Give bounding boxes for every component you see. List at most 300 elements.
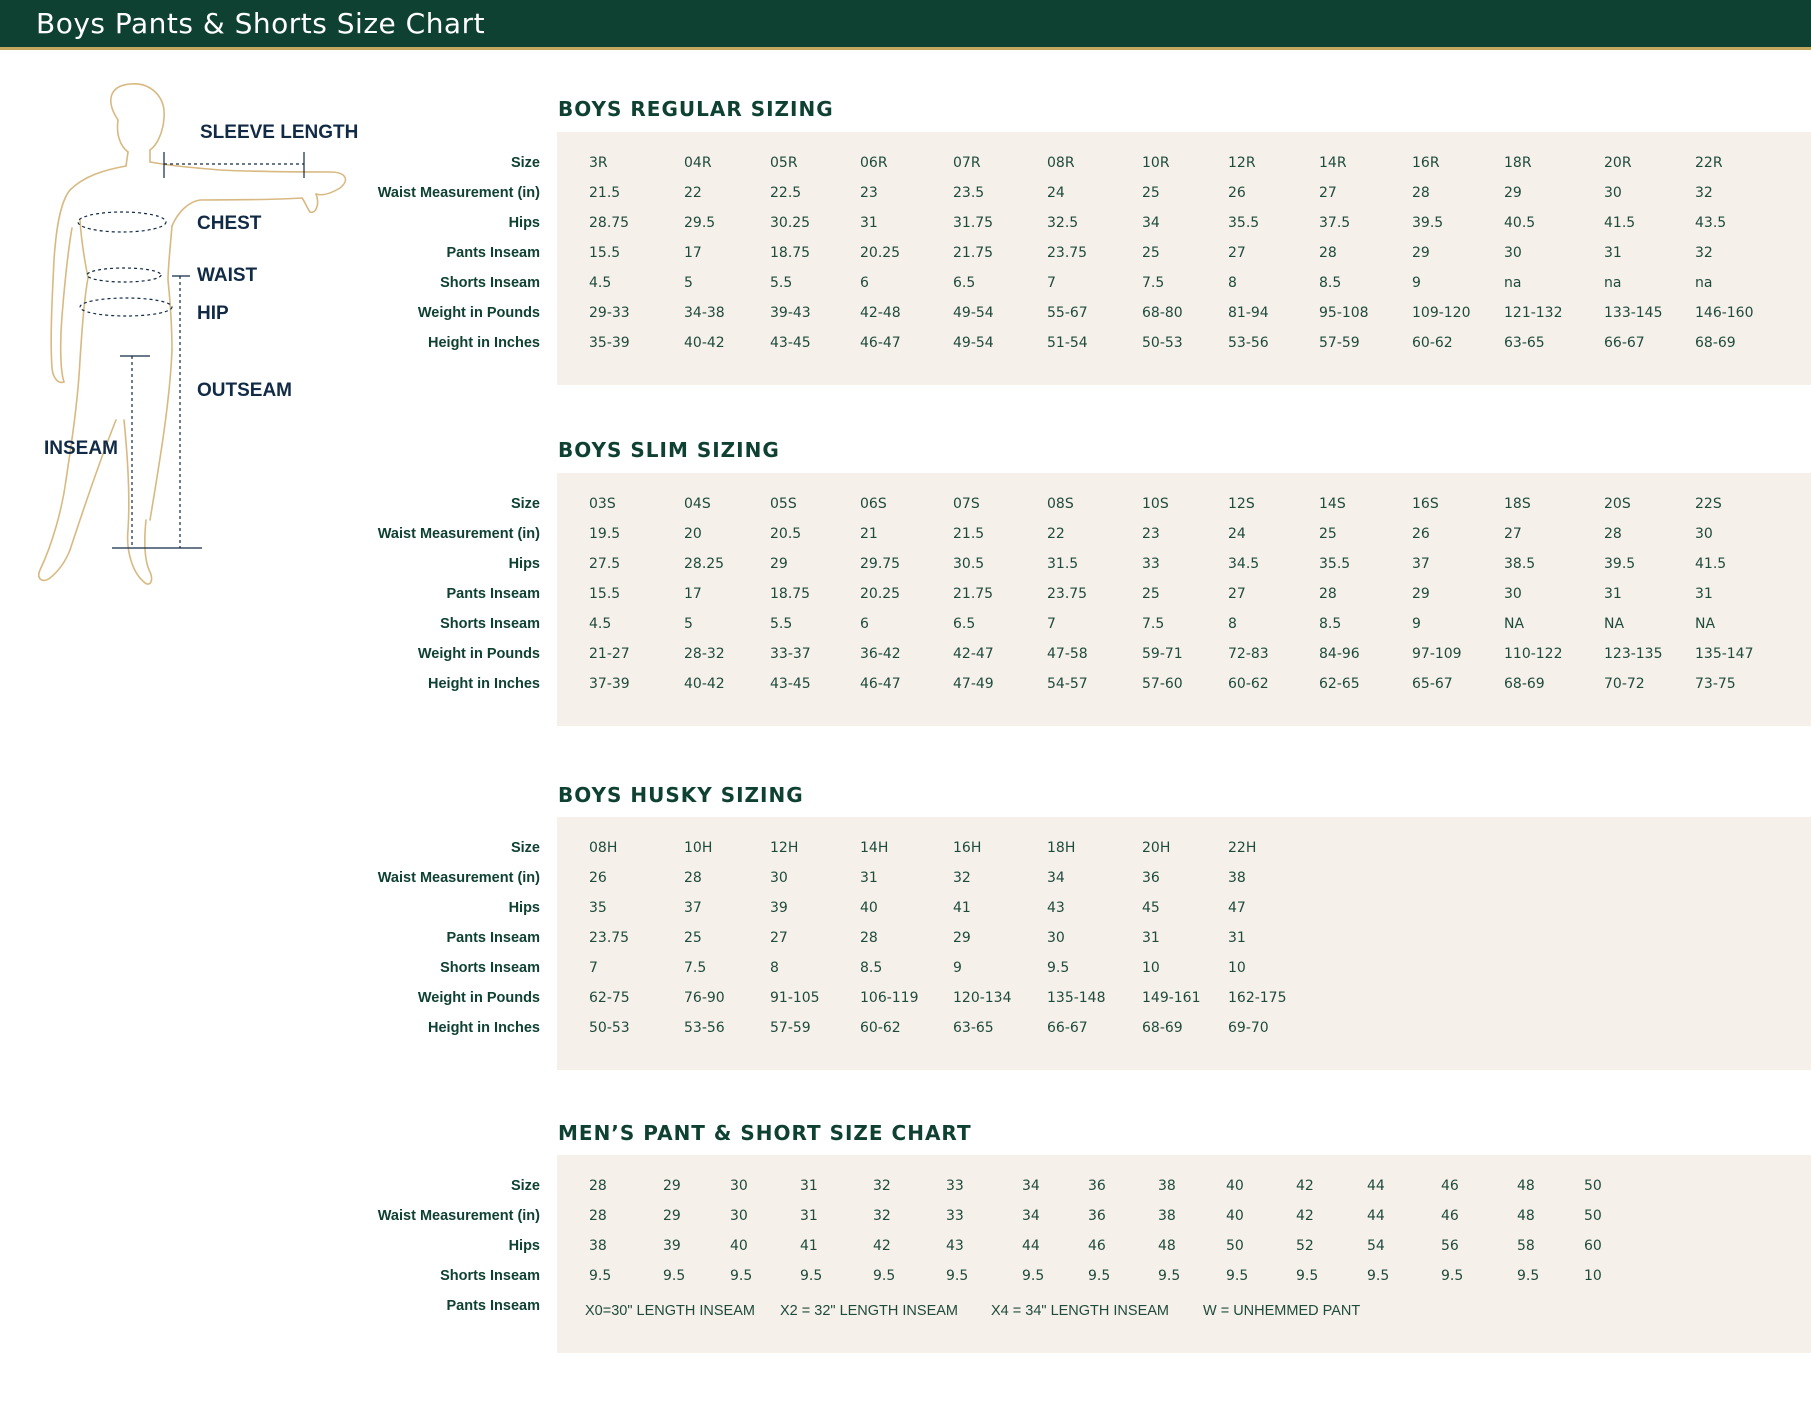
table-cell: 39-43 bbox=[770, 305, 811, 321]
table-cell: 26 bbox=[1228, 185, 1246, 201]
row-label: Size bbox=[510, 496, 540, 512]
table-cell: 41 bbox=[953, 900, 971, 916]
table-cell: 9.5 bbox=[873, 1268, 896, 1284]
table-cell: 16R bbox=[1412, 155, 1440, 171]
table-cell: 32 bbox=[1695, 185, 1713, 201]
table-cell: 29 bbox=[1504, 185, 1522, 201]
table-cell: 38 bbox=[1158, 1208, 1176, 1224]
row-label: Waist Measurement (in) bbox=[377, 185, 540, 201]
table-cell: 31 bbox=[860, 870, 878, 886]
table-cell: 40 bbox=[1226, 1178, 1244, 1194]
table-cell: 40 bbox=[860, 900, 878, 916]
table-cell: 43.5 bbox=[1695, 215, 1727, 231]
table-cell: 42 bbox=[1296, 1178, 1314, 1194]
table-cell: 35.5 bbox=[1319, 556, 1351, 572]
table-cell: 18.75 bbox=[770, 586, 811, 602]
table-cell: 31 bbox=[800, 1208, 818, 1224]
section-title-boys-slim: BOYS SLIM SIZING bbox=[558, 438, 780, 462]
table-cell: 46 bbox=[1441, 1178, 1459, 1194]
row-label: Hips bbox=[508, 900, 540, 916]
table-cell: 5 bbox=[684, 275, 693, 291]
table-cell: 08S bbox=[1047, 496, 1074, 512]
table-cell: 31 bbox=[1695, 586, 1713, 602]
table-cell: 42-48 bbox=[860, 305, 901, 321]
table-cell: 97-109 bbox=[1412, 646, 1462, 662]
table-cell: 10 bbox=[1584, 1268, 1602, 1284]
table-cell: 30 bbox=[770, 870, 788, 886]
table-cell: 36 bbox=[1142, 870, 1160, 886]
row-label: Height in Inches bbox=[428, 335, 540, 351]
page-header bbox=[0, 0, 1811, 50]
table-cell: 34.5 bbox=[1228, 556, 1260, 572]
row-label: Height in Inches bbox=[428, 676, 540, 692]
table-cell: 7.5 bbox=[684, 960, 707, 976]
table-cell: 16S bbox=[1412, 496, 1439, 512]
label-hip: HIP bbox=[197, 303, 229, 324]
table-cell: 34 bbox=[1047, 870, 1065, 886]
table-cell: 39 bbox=[663, 1238, 681, 1254]
table-cell: 4.5 bbox=[589, 275, 612, 291]
table-cell: 21.75 bbox=[953, 586, 994, 602]
table-cell: 46 bbox=[1441, 1208, 1459, 1224]
table-cell: 49-54 bbox=[953, 305, 994, 321]
table-cell: 37-39 bbox=[589, 676, 630, 692]
table-cell: 58 bbox=[1517, 1238, 1535, 1254]
table-cell: 120-134 bbox=[953, 990, 1012, 1006]
table-cell: 30 bbox=[730, 1178, 748, 1194]
table-cell: 47-58 bbox=[1047, 646, 1088, 662]
table-cell: 21.5 bbox=[589, 185, 621, 201]
table-cell: 8.5 bbox=[860, 960, 883, 976]
table-cell: 51-54 bbox=[1047, 335, 1088, 351]
table-cell: 69-70 bbox=[1228, 1020, 1269, 1036]
table-cell: 44 bbox=[1367, 1208, 1385, 1224]
row-label: Waist Measurement (in) bbox=[377, 1208, 540, 1224]
table-cell: 6.5 bbox=[953, 616, 976, 632]
table-cell: NA bbox=[1504, 616, 1525, 632]
table-cell: 43 bbox=[946, 1238, 964, 1254]
table-cell: 8 bbox=[770, 960, 779, 976]
table-cell: 38 bbox=[589, 1238, 607, 1254]
table-cell: 44 bbox=[1367, 1178, 1385, 1194]
table-cell: 40-42 bbox=[684, 335, 725, 351]
table-cell: 31 bbox=[1228, 930, 1246, 946]
table-cell: 57-60 bbox=[1142, 676, 1183, 692]
table-cell: 81-94 bbox=[1228, 305, 1269, 321]
table-cell: 91-105 bbox=[770, 990, 820, 1006]
table-cell: 68-69 bbox=[1504, 676, 1545, 692]
table-panel-boys-husky bbox=[557, 817, 1811, 1070]
table-cell: NA bbox=[1604, 616, 1625, 632]
table-cell: 9.5 bbox=[1226, 1268, 1249, 1284]
table-cell: 25 bbox=[1319, 526, 1337, 542]
table-cell: 9.5 bbox=[1158, 1268, 1181, 1284]
table-cell: 24 bbox=[1228, 526, 1246, 542]
table-cell: 29 bbox=[663, 1178, 681, 1194]
inseam-note: X0=30" LENGTH INSEAM bbox=[585, 1303, 755, 1319]
table-cell: 40-42 bbox=[684, 676, 725, 692]
table-cell: 16H bbox=[953, 840, 982, 856]
table-cell: 68-69 bbox=[1142, 1020, 1183, 1036]
section-title-boys-husky: BOYS HUSKY SIZING bbox=[558, 783, 804, 807]
table-cell: 22S bbox=[1695, 496, 1722, 512]
table-cell: 18H bbox=[1047, 840, 1076, 856]
table-cell: 32.5 bbox=[1047, 215, 1079, 231]
row-label: Size bbox=[510, 840, 540, 856]
row-label: Weight in Pounds bbox=[417, 646, 540, 662]
table-cell: 10R bbox=[1142, 155, 1170, 171]
table-cell: 54 bbox=[1367, 1238, 1385, 1254]
table-cell: 76-90 bbox=[684, 990, 725, 1006]
table-cell: 04R bbox=[684, 155, 712, 171]
table-cell: 22 bbox=[684, 185, 702, 201]
table-cell: 23.75 bbox=[1047, 586, 1088, 602]
table-cell: 41.5 bbox=[1604, 215, 1636, 231]
table-cell: 146-160 bbox=[1695, 305, 1754, 321]
table-cell: 14S bbox=[1319, 496, 1346, 512]
row-label: Waist Measurement (in) bbox=[377, 870, 540, 886]
table-cell: 52 bbox=[1296, 1238, 1314, 1254]
page-title: Boys Pants & Shorts Size Chart bbox=[36, 7, 486, 40]
table-cell: 10 bbox=[1228, 960, 1246, 976]
row-label: Shorts Inseam bbox=[440, 275, 540, 291]
table-cell: 29 bbox=[1412, 245, 1430, 261]
table-cell: 42 bbox=[1296, 1208, 1314, 1224]
table-cell: 43 bbox=[1047, 900, 1065, 916]
table-cell: na bbox=[1504, 275, 1522, 291]
table-cell: 08H bbox=[589, 840, 618, 856]
table-cell: 23.75 bbox=[589, 930, 630, 946]
table-cell: 7 bbox=[1047, 616, 1056, 632]
table-cell: 32 bbox=[1695, 245, 1713, 261]
table-cell: 28-32 bbox=[684, 646, 725, 662]
table-cell: 30 bbox=[1504, 586, 1522, 602]
table-cell: 9.5 bbox=[663, 1268, 686, 1284]
table-cell: 62-65 bbox=[1319, 676, 1360, 692]
table-cell: 57-59 bbox=[770, 1020, 811, 1036]
table-cell: 42-47 bbox=[953, 646, 994, 662]
table-cell: 07S bbox=[953, 496, 980, 512]
table-cell: 53-56 bbox=[684, 1020, 725, 1036]
table-cell: 46-47 bbox=[860, 335, 901, 351]
row-label: Hips bbox=[508, 1238, 540, 1254]
table-cell: 28 bbox=[1604, 526, 1622, 542]
table-cell: 6.5 bbox=[953, 275, 976, 291]
section-title-mens: MEN’S PANT & SHORT SIZE CHART bbox=[558, 1121, 972, 1145]
table-cell: 14H bbox=[860, 840, 889, 856]
table-cell: 34 bbox=[1022, 1178, 1040, 1194]
table-cell: 7 bbox=[589, 960, 598, 976]
table-cell: 31.5 bbox=[1047, 556, 1079, 572]
table-cell: 38.5 bbox=[1504, 556, 1536, 572]
table-cell: 29 bbox=[953, 930, 971, 946]
table-cell: 133-145 bbox=[1604, 305, 1663, 321]
table-cell: 29 bbox=[663, 1208, 681, 1224]
inseam-note: X4 = 34" LENGTH INSEAM bbox=[991, 1303, 1170, 1319]
table-cell: 22R bbox=[1695, 155, 1723, 171]
table-cell: 20.5 bbox=[770, 526, 802, 542]
table-cell: 31 bbox=[860, 215, 878, 231]
table-cell: 25 bbox=[1142, 586, 1160, 602]
table-cell: 30.5 bbox=[953, 556, 985, 572]
row-label: Shorts Inseam bbox=[440, 1268, 540, 1284]
table-cell: 28.75 bbox=[589, 215, 630, 231]
table-cell: 48 bbox=[1517, 1208, 1535, 1224]
table-cell: 38 bbox=[1228, 870, 1246, 886]
table-cell: 41.5 bbox=[1695, 556, 1727, 572]
table-cell: 9 bbox=[953, 960, 962, 976]
table-cell: 63-65 bbox=[1504, 335, 1545, 351]
table-cell: 109-120 bbox=[1412, 305, 1471, 321]
table-cell: 7.5 bbox=[1142, 275, 1165, 291]
table-cell: 27 bbox=[1228, 245, 1246, 261]
table-cell: 14R bbox=[1319, 155, 1347, 171]
table-cell: 32 bbox=[873, 1208, 891, 1224]
table-cell: 15.5 bbox=[589, 586, 621, 602]
table-cell: 123-135 bbox=[1604, 646, 1663, 662]
table-cell: 37 bbox=[684, 900, 702, 916]
table-cell: 12S bbox=[1228, 496, 1255, 512]
table-cell: 65-67 bbox=[1412, 676, 1453, 692]
table-cell: 48 bbox=[1158, 1238, 1176, 1254]
table-cell: 26 bbox=[1412, 526, 1430, 542]
table-cell: 50 bbox=[1226, 1238, 1244, 1254]
table-cell: 23.75 bbox=[1047, 245, 1088, 261]
table-cell: 25 bbox=[1142, 185, 1160, 201]
table-cell: 46 bbox=[1088, 1238, 1106, 1254]
table-cell: 29.75 bbox=[860, 556, 901, 572]
table-cell: 22H bbox=[1228, 840, 1257, 856]
table-cell: 53-56 bbox=[1228, 335, 1269, 351]
table-cell: 9.5 bbox=[946, 1268, 969, 1284]
row-label: Weight in Pounds bbox=[417, 305, 540, 321]
table-cell: 22 bbox=[1047, 526, 1065, 542]
table-cell: 106-119 bbox=[860, 990, 919, 1006]
table-cell: 50 bbox=[1584, 1178, 1602, 1194]
table-cell: 49-54 bbox=[953, 335, 994, 351]
table-cell: 33 bbox=[946, 1178, 964, 1194]
table-cell: NA bbox=[1695, 616, 1716, 632]
table-cell: 18R bbox=[1504, 155, 1532, 171]
table-cell: 06S bbox=[860, 496, 887, 512]
table-cell: 32 bbox=[873, 1178, 891, 1194]
table-cell: 68-69 bbox=[1695, 335, 1736, 351]
table-cell: 20H bbox=[1142, 840, 1171, 856]
table-cell: 08R bbox=[1047, 155, 1075, 171]
label-sleeve-length: SLEEVE LENGTH bbox=[200, 122, 359, 143]
table-cell: 18S bbox=[1504, 496, 1531, 512]
table-cell: 10 bbox=[1142, 960, 1160, 976]
table-cell: 18.75 bbox=[770, 245, 811, 261]
table-cell: 33 bbox=[1142, 556, 1160, 572]
table-cell: 04S bbox=[684, 496, 711, 512]
table-cell: 48 bbox=[1517, 1178, 1535, 1194]
table-cell: 9.5 bbox=[1296, 1268, 1319, 1284]
table-cell: 40.5 bbox=[1504, 215, 1536, 231]
table-cell: 10H bbox=[684, 840, 713, 856]
table-cell: 121-132 bbox=[1504, 305, 1563, 321]
table-cell: 19.5 bbox=[589, 526, 621, 542]
table-cell: 30 bbox=[1695, 526, 1713, 542]
table-cell: 39.5 bbox=[1604, 556, 1636, 572]
table-cell: 28 bbox=[1319, 586, 1337, 602]
table-cell: 30 bbox=[1604, 185, 1622, 201]
table-cell: 55-67 bbox=[1047, 305, 1088, 321]
table-cell: 46-47 bbox=[860, 676, 901, 692]
table-cell: 31 bbox=[1142, 930, 1160, 946]
table-cell: 149-161 bbox=[1142, 990, 1201, 1006]
table-cell: 23 bbox=[1142, 526, 1160, 542]
table-cell: 110-122 bbox=[1504, 646, 1563, 662]
table-cell: 25 bbox=[1142, 245, 1160, 261]
table-cell: 35.5 bbox=[1228, 215, 1260, 231]
table-cell: 31 bbox=[800, 1178, 818, 1194]
table-cell: 39.5 bbox=[1412, 215, 1444, 231]
table-cell: 5.5 bbox=[770, 616, 793, 632]
table-cell: 03S bbox=[589, 496, 616, 512]
table-cell: 20.25 bbox=[860, 245, 901, 261]
table-cell: 25 bbox=[684, 930, 702, 946]
table-cell: 36-42 bbox=[860, 646, 901, 662]
table-cell: 07R bbox=[953, 155, 981, 171]
table-cell: 44 bbox=[1022, 1238, 1040, 1254]
table-cell: 9.5 bbox=[1047, 960, 1070, 976]
table-cell: 37 bbox=[1412, 556, 1430, 572]
notes-label: Pants Inseam bbox=[446, 1298, 540, 1314]
table-cell: 9.5 bbox=[1088, 1268, 1111, 1284]
table-cell: 28 bbox=[1319, 245, 1337, 261]
table-cell: 30 bbox=[1047, 930, 1065, 946]
table-cell: 38 bbox=[1158, 1178, 1176, 1194]
table-cell: 27 bbox=[770, 930, 788, 946]
table-cell: 6 bbox=[860, 616, 869, 632]
table-cell: 33-37 bbox=[770, 646, 811, 662]
table-cell: 40 bbox=[1226, 1208, 1244, 1224]
table-cell: 9.5 bbox=[730, 1268, 753, 1284]
table-cell: 40 bbox=[730, 1238, 748, 1254]
table-cell: 60-62 bbox=[1412, 335, 1453, 351]
table-cell: 9.5 bbox=[1367, 1268, 1390, 1284]
table-cell: 60-62 bbox=[1228, 676, 1269, 692]
table-cell: 20.25 bbox=[860, 586, 901, 602]
table-cell: 73-75 bbox=[1695, 676, 1736, 692]
table-cell: 15.5 bbox=[589, 245, 621, 261]
table-cell: 47-49 bbox=[953, 676, 994, 692]
section-title-boys-regular: BOYS REGULAR SIZING bbox=[558, 97, 834, 121]
table-cell: 28 bbox=[589, 1208, 607, 1224]
table-cell: 17 bbox=[684, 245, 702, 261]
table-cell: 27 bbox=[1504, 526, 1522, 542]
table-cell: 23.5 bbox=[953, 185, 985, 201]
table-cell: 27 bbox=[1319, 185, 1337, 201]
table-cell: 70-72 bbox=[1604, 676, 1645, 692]
table-cell: 45 bbox=[1142, 900, 1160, 916]
table-cell: 22.5 bbox=[770, 185, 802, 201]
table-cell: 27 bbox=[1228, 586, 1246, 602]
table-cell: 8.5 bbox=[1319, 616, 1342, 632]
table-cell: 3R bbox=[589, 155, 608, 171]
table-cell: 33 bbox=[946, 1208, 964, 1224]
table-cell: 50-53 bbox=[1142, 335, 1183, 351]
table-cell: 30 bbox=[1504, 245, 1522, 261]
table-cell: 21 bbox=[860, 526, 878, 542]
table-cell: 135-148 bbox=[1047, 990, 1106, 1006]
table-cell: 34-38 bbox=[684, 305, 725, 321]
table-cell: 27.5 bbox=[589, 556, 621, 572]
table-cell: na bbox=[1604, 275, 1622, 291]
table-cell: 7 bbox=[1047, 275, 1056, 291]
table-cell: 28 bbox=[860, 930, 878, 946]
table-cell: 10S bbox=[1142, 496, 1169, 512]
table-cell: na bbox=[1695, 275, 1713, 291]
row-label: Height in Inches bbox=[428, 1020, 540, 1036]
table-cell: 84-96 bbox=[1319, 646, 1360, 662]
table-cell: 17 bbox=[684, 586, 702, 602]
row-label: Hips bbox=[508, 556, 540, 572]
table-cell: 21.5 bbox=[953, 526, 985, 542]
table-cell: 9 bbox=[1412, 275, 1421, 291]
table-cell: 29-33 bbox=[589, 305, 630, 321]
table-cell: 32 bbox=[953, 870, 971, 886]
table-cell: 23 bbox=[860, 185, 878, 201]
table-cell: 30.25 bbox=[770, 215, 811, 231]
row-label: Shorts Inseam bbox=[440, 960, 540, 976]
table-cell: 36 bbox=[1088, 1178, 1106, 1194]
table-cell: 135-147 bbox=[1695, 646, 1754, 662]
table-cell: 54-57 bbox=[1047, 676, 1088, 692]
row-label: Weight in Pounds bbox=[417, 990, 540, 1006]
row-label: Pants Inseam bbox=[446, 245, 540, 261]
table-cell: 20S bbox=[1604, 496, 1631, 512]
inseam-note: W = UNHEMMED PANT bbox=[1203, 1303, 1361, 1319]
table-cell: 31 bbox=[1604, 586, 1622, 602]
table-cell: 12H bbox=[770, 840, 799, 856]
table-cell: 9.5 bbox=[589, 1268, 612, 1284]
row-label: Size bbox=[510, 155, 540, 171]
table-cell: 6 bbox=[860, 275, 869, 291]
table-cell: 21-27 bbox=[589, 646, 630, 662]
table-cell: 4.5 bbox=[589, 616, 612, 632]
label-chest: CHEST bbox=[197, 213, 262, 234]
table-cell: 29 bbox=[770, 556, 788, 572]
table-cell: 26 bbox=[589, 870, 607, 886]
table-cell: 8 bbox=[1228, 275, 1237, 291]
table-cell: 42 bbox=[873, 1238, 891, 1254]
table-cell: 06R bbox=[860, 155, 888, 171]
table-cell: 95-108 bbox=[1319, 305, 1369, 321]
table-cell: 21.75 bbox=[953, 245, 994, 261]
table-cell: 72-83 bbox=[1228, 646, 1269, 662]
table-cell: 5.5 bbox=[770, 275, 793, 291]
table-cell: 34 bbox=[1142, 215, 1160, 231]
table-cell: 29.5 bbox=[684, 215, 716, 231]
table-cell: 31 bbox=[1604, 245, 1622, 261]
table-cell: 24 bbox=[1047, 185, 1065, 201]
row-label: Pants Inseam bbox=[446, 586, 540, 602]
table-cell: 12R bbox=[1228, 155, 1256, 171]
table-cell: 62-75 bbox=[589, 990, 630, 1006]
row-label: Size bbox=[510, 1178, 540, 1194]
table-cell: 28 bbox=[589, 1178, 607, 1194]
table-cell: 162-175 bbox=[1228, 990, 1287, 1006]
table-cell: 66-67 bbox=[1604, 335, 1645, 351]
table-cell: 28 bbox=[1412, 185, 1430, 201]
table-cell: 29 bbox=[1412, 586, 1430, 602]
table-cell: 9.5 bbox=[1517, 1268, 1540, 1284]
table-cell: 9.5 bbox=[1441, 1268, 1464, 1284]
row-label: Waist Measurement (in) bbox=[377, 526, 540, 542]
table-cell: 43-45 bbox=[770, 335, 811, 351]
